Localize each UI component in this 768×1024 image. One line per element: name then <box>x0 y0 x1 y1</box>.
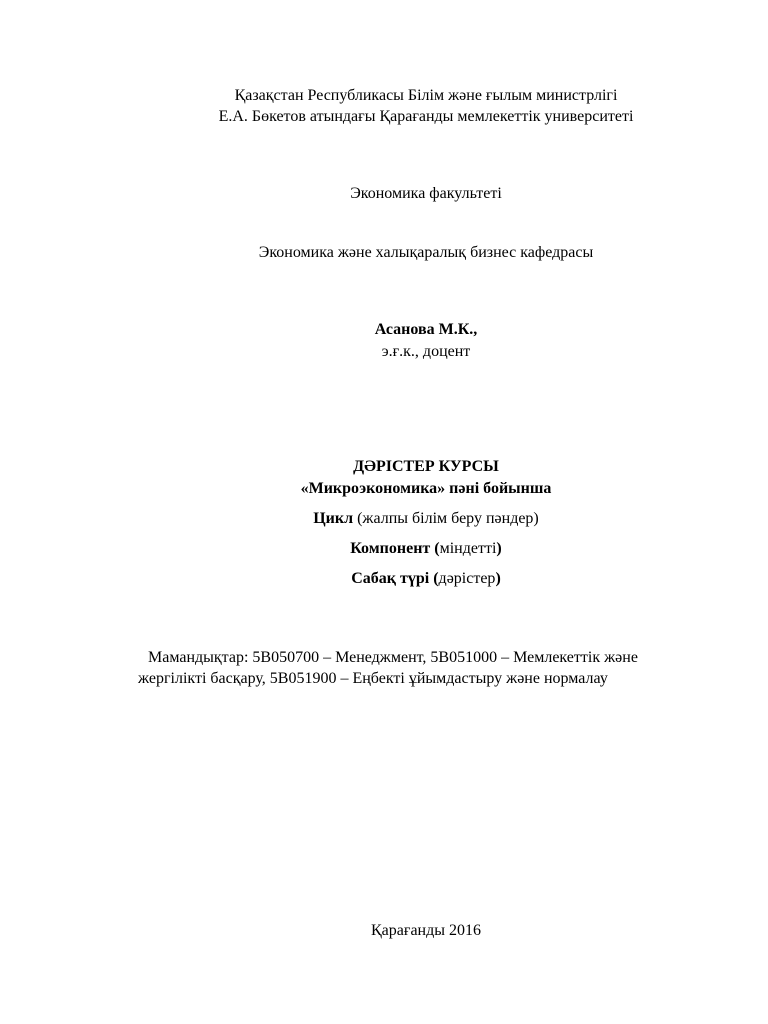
component-line <box>42 539 768 559</box>
cycle-line <box>42 509 768 529</box>
place-year: Қарағанды 2016 <box>371 922 481 939</box>
lesson-type-label: Сабақ түрі ( <box>351 570 439 587</box>
faculty-line: Экономика факультеті <box>350 185 502 202</box>
cycle-value: (жалпы білім беру пәндер) <box>353 510 539 527</box>
course-heading: ДӘРІСТЕР КУРСЫ <box>353 458 499 475</box>
department-line: Экономика және халықаралық бизнес кафедрасы <box>258 244 594 261</box>
component-value: міндетті <box>439 540 497 557</box>
component-label: Компонент ( <box>350 540 440 557</box>
cycle-label: Цикл <box>313 510 354 527</box>
lesson-type-close: ) <box>495 570 501 587</box>
component-close: ) <box>496 540 502 557</box>
author-name: Асанова М.К., <box>374 321 478 338</box>
course-subject: «Микроэкономика» пәні бойынша <box>300 480 552 497</box>
author-title: э.ғ.к., доцент <box>381 343 471 360</box>
lesson-type-value: дәрістер <box>438 570 496 587</box>
specialties-line-1: Мамандықтар: 5В050700 – Менеджмент, 5В051000 – Мемлекеттік және <box>148 649 638 666</box>
specialties-line-2: жергілікті басқару, 5В051900 – Еңбекті ұйымдастыру және нормалау <box>138 670 608 687</box>
ministry-line: Қазақстан Республикасы Білім және ғылым министрлігі <box>234 87 618 104</box>
university-line: Е.А. Бөкетов атындағы Қарағанды мемлекеттік университеті <box>218 108 634 125</box>
lesson-type-line <box>42 569 768 589</box>
